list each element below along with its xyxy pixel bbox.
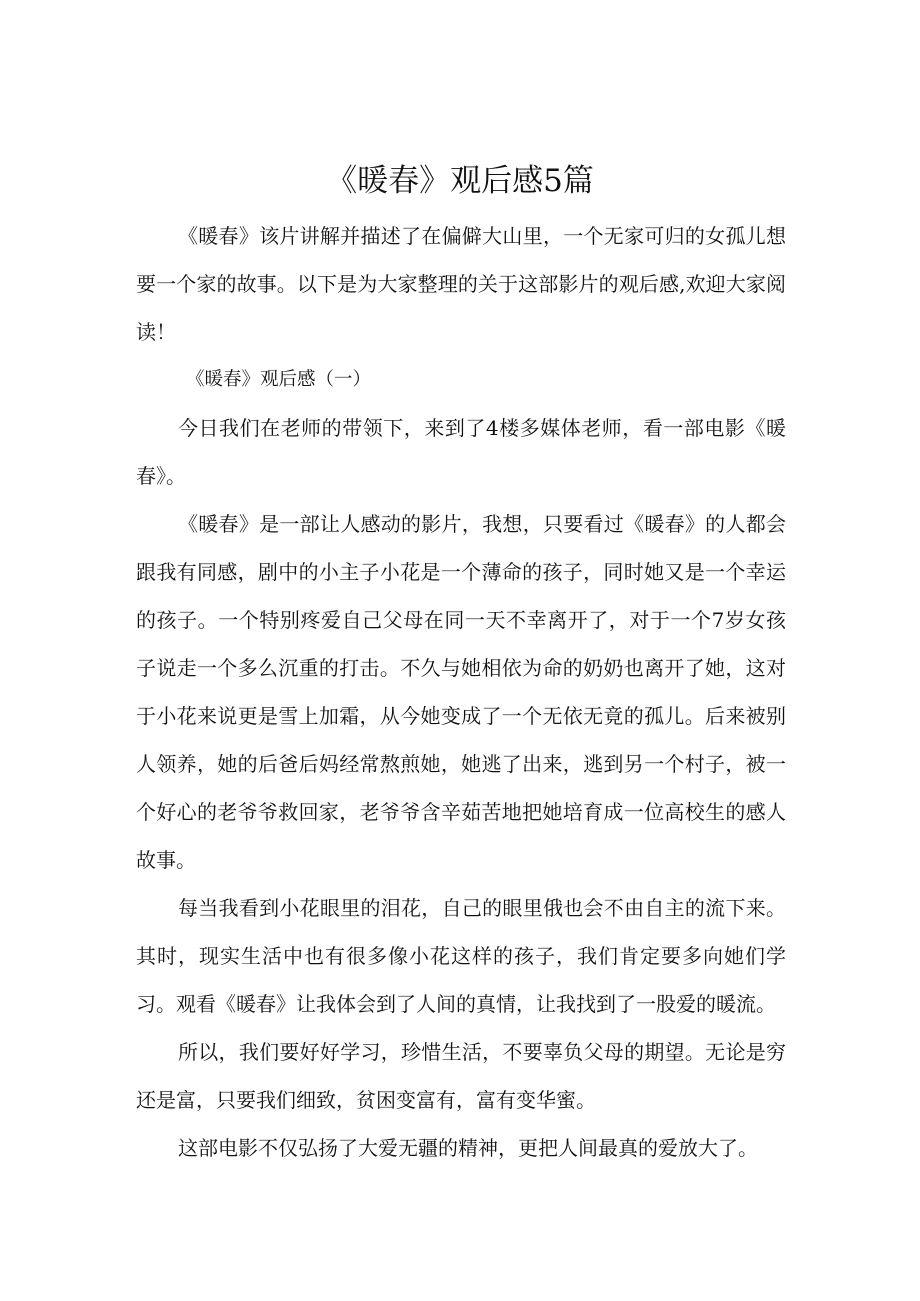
body-paragraph-3: 每当我看到小花眼里的泪花，自己的眼里俄也会不由自主的流下来。其时，现实生活中也有很多像小花这样的孩子，我们肯定要多向她们学习。观看《暖春》让我体会到了人间的真情，让我找到了一股爱的暖流。 xyxy=(136,896,786,1016)
intro-paragraph: 《暖春》该片讲解并描述了在偏僻大山里，一个无家可归的女孤儿想要一个家的故事。以下是为大家整理的关于这部影片的观后感,欢迎大家阅读！ xyxy=(136,224,786,344)
document-title: 《暖春》观后感5篇 xyxy=(326,162,594,199)
body-paragraph-2: 《暖春》是一部让人感动的影片，我想，只要看过《暖春》的人都会跟我有同感，剧中的小主子小花是一个薄命的孩子，同时她又是一个幸运的孩子。一个特别疼爱自己父母在同一天不幸离开了，对于一个7岁女孩子说走一个多么沉重的打击。不久与她相依为命的奶奶也离开了她，这对于小花来说更是雪上加霜，从今她变成了一个无依无竟的孤儿。后来被别人领养，她的后爸后妈经常熬煎她，她逃了出来，逃到另一个村子，被一个好心的老爷爷救回家，老爷爷含辛茹苦地把她培育成一位高校生的感人故事。 xyxy=(136,512,786,872)
body-paragraph-4: 所以，我们要好好学习，珍惜生活，不要辜负父母的期望。无论是穷还是富，只要我们细致，贫困变富有，富有变华蜜。 xyxy=(136,1040,786,1112)
body-paragraph-5: 这部电影不仅弘扬了大爱无疆的精神，更把人间最真的爱放大了。 xyxy=(178,1136,758,1160)
section-heading: 《暖春》观后感（一） xyxy=(186,369,372,390)
document-body xyxy=(136,212,786,1172)
body-paragraph-1: 今日我们在老师的带领下，来到了4楼多媒体老师，看一部电影《暖春》。 xyxy=(136,416,786,488)
